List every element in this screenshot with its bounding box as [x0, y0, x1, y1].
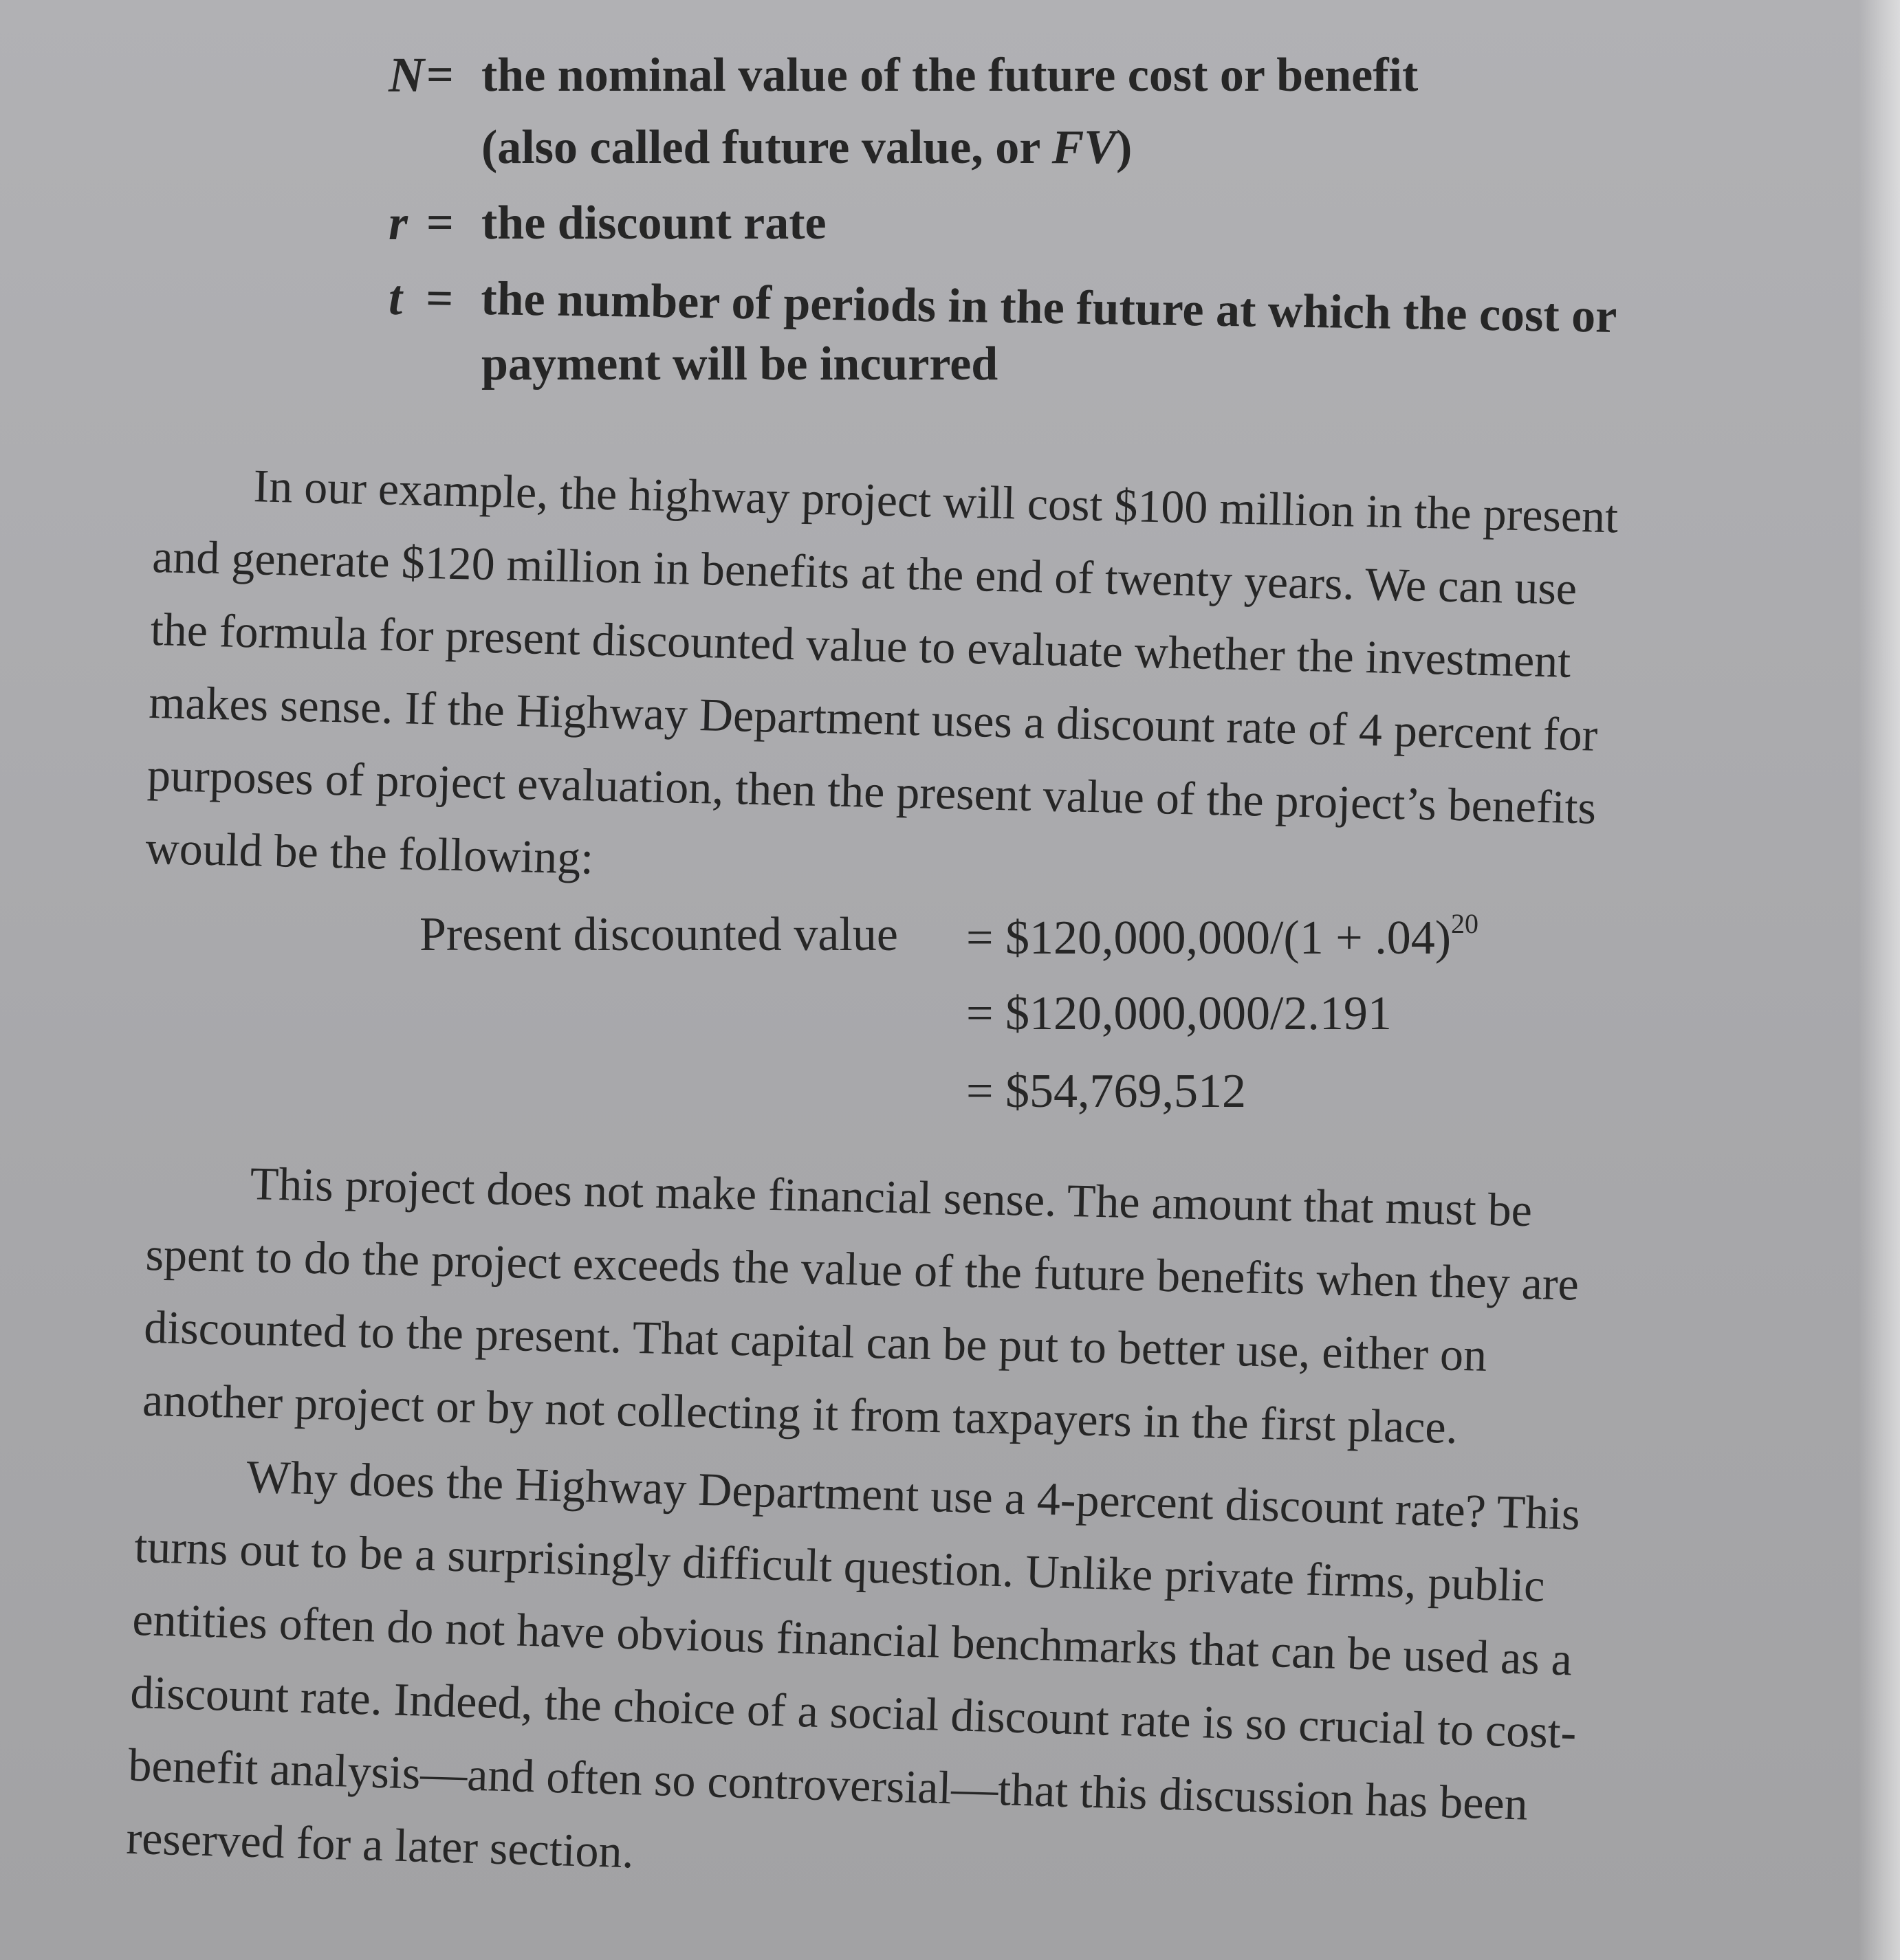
equation-line-2: = $120,000,000/2.191	[966, 987, 1392, 1040]
definition-fv-note: (also called future value, or	[481, 121, 1040, 174]
paragraph-line: benefit analysis—and often so controversial—that this discussion has been	[127, 1738, 1529, 1830]
equation-label: Present discounted value	[419, 908, 898, 961]
definition-n-text: the nominal value of the future cost or benefit	[481, 49, 1419, 102]
equation-exponent: 20	[1451, 908, 1479, 939]
definition-r-text: the discount rate	[481, 197, 827, 250]
paragraph-line: discount rate. Indeed, the choice of a social discount rate is so crucial to cost-	[129, 1665, 1577, 1759]
equals-sign: =	[426, 49, 454, 102]
paragraph-line: Why does the Highway Department use a 4-percent discount rate? This	[245, 1450, 1581, 1540]
definition-t-continuation: payment will be incurred	[481, 338, 998, 390]
paragraph-discount-rate	[125, 1437, 1583, 1914]
paragraph-example	[145, 447, 1619, 917]
paragraph-line: reserved for a later section.	[125, 1811, 635, 1878]
symbol-t: t	[389, 270, 403, 325]
close-paren: )	[1115, 121, 1133, 174]
paragraph-line: another project or by not collecting it from taxpayers in the first place.	[142, 1373, 1459, 1453]
paragraph-line: purposes of project evaluation, then the present value of the project’s benefits	[146, 748, 1597, 834]
equation-line-1-text: = $120,000,000/(1 + .04)	[966, 912, 1452, 965]
equals-sign: =	[426, 197, 454, 250]
equation-line-1	[966, 907, 1478, 966]
page-edge-shadow	[1859, 0, 1900, 1960]
paragraph-line: the formula for present discounted value to evaluate whether the investment	[150, 602, 1572, 687]
paragraph-line: discounted to the present. That capital can be put to better use, either on	[143, 1300, 1487, 1381]
paragraph-conclusion	[142, 1145, 1581, 1466]
definition-t-text: the number of periods in the future at which the cost or	[480, 272, 1617, 343]
paragraph-line: turns out to be a surprisingly difficult question. Unlike private firms, public	[133, 1519, 1546, 1612]
paragraph-line: and generate $120 million in benefits at the end of twenty years. We can use	[151, 529, 1578, 615]
equals-sign: =	[425, 272, 454, 326]
paragraph-line: entities often do not have obvious financial benchmarks that can be used as a	[131, 1592, 1573, 1686]
definition-n-continuation	[481, 120, 1132, 175]
paragraph-line: This project does not make financial sense. The amount that must be	[250, 1157, 1533, 1237]
symbol-r: r	[389, 195, 408, 250]
paragraph-line: would be the following:	[144, 821, 595, 884]
paragraph-line: spent to do the project exceeds the value of the future benefits when they are	[144, 1227, 1580, 1310]
equation-line-3: = $54,769,512	[966, 1065, 1246, 1118]
fv-symbol: FV	[1051, 121, 1116, 174]
paragraph-line: makes sense. If the Highway Department uses a discount rate of 4 percent for	[148, 675, 1599, 761]
symbol-n: N	[389, 47, 424, 102]
paragraph-line: In our example, the highway project will cost $100 million in the present	[252, 459, 1619, 543]
